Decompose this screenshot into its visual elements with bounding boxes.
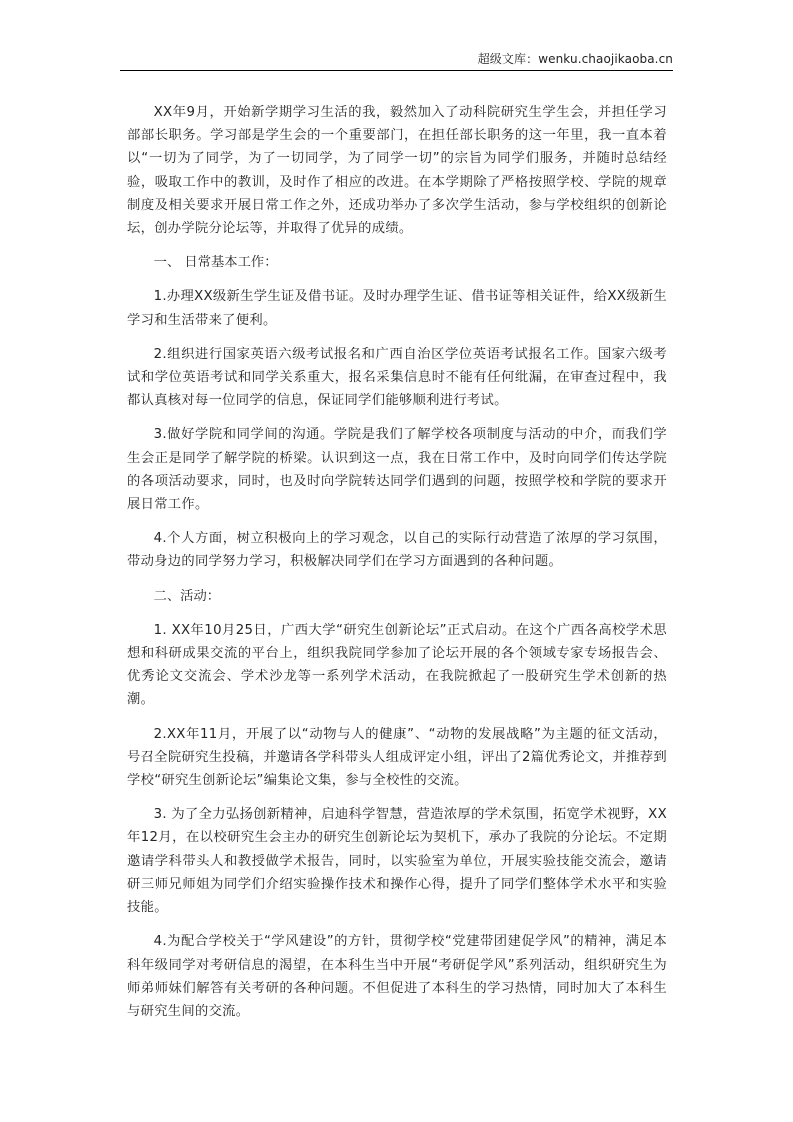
daily-work-item-3: 3.做好学院和同学间的沟通。学院是我们了解学校各项制度与活动的中介，而我们学生会正是同学了解学院的桥梁。认识到这一点，我在日常工作中，及时向同学们传达学院的各项活动要求，同时，也及时向学院转达同学们遇到的问题，按照学校和学院的要求开展日常工作。 — [127, 427, 667, 513]
activity-item-4: 4.为配合学校关于“学风建设”的方针，贯彻学校“党建带团建促学风”的精神，满足本科年级同学对考研信息的渴望，在本科生当中开展“考研促学风”系列活动，组织研究生为师弟师妹们解答有关考研的各种问题。不但促进了本科生的学习热情，同时加大了本科生与研究生间的交流。 — [127, 934, 667, 1019]
activity-item-1: 1. XX年10月25日，广西大学“研究生创新论坛”正式启动。在这个广西各高校学术思想和科研成果交流的平台上，组织我院同学参加了论坛开展的各个领域专家专场报告会、优秀论文交流会、学术沙龙等一系列学术活动，在我院掀起了一股研究生学术创新的热潮。 — [127, 622, 667, 708]
document-body — [127, 101, 667, 1034]
daily-work-item-4: 4.个人方面，树立积极向上的学习观念，以自己的实际行动营造了浓厚的学习氛围，带动身边的同学努力学习，积极解决同学们在学习方面遇到的各种问题。 — [127, 531, 667, 570]
page-header — [120, 48, 673, 71]
intro-paragraph: XX年9月，开始新学期学习生活的我，毅然加入了动科院研究生学生会，并担任学习部部长职务。学习部是学生会的一个重要部门，在担任部长职务的这一年里，我一直本着以“一切为了同学，为了一切同学，为了同学一切”的宗旨为同学们服务，并随时总结经验，吸取工作中的教训，及时作了相应的改进。在本学期除了严格按照学校、学院的规章制度及相关要求开展日常工作之外，还成功举办了多次学生活动，参与学校组织的创新论坛，创办学院分论坛等，并取得了优异的成绩。 — [127, 105, 667, 237]
section-heading-activities: 二、活动： — [153, 588, 221, 604]
activity-item-2: 2.XX年11月，开展了以“动物与人的健康”、“动物的发展战略”为主题的征文活动，号召全院研究生投稿，并邀请各学科带头人组成评定小组，评出了2篇优秀论文，并推荐到学校“研究生创新论坛”编集论文集，参与全校性的交流。 — [127, 726, 667, 789]
activity-item-3: 3. 为了全力弘扬创新精神，启迪科学智慧，营造浓厚的学术氛围，拓宽学术视野，XX年12月，在以校研究生会主办的研究生创新论坛为契机下，承办了我院的分论坛。不定期邀请学科带头人和教授做学术报告，同时，以实验室为单位，开展实验技能交流会，邀请研三师兄师姐为同学们介绍实验操作技术和操作心得，提升了同学们整体学术水平和实验技能。 — [127, 807, 667, 916]
daily-work-item-1: 1.办理XX级新生学生证及借书证。及时办理学生证、借书证等相关证件，给XX级新生学习和生活带来了便利。 — [127, 289, 667, 328]
daily-work-item-2: 2.组织进行国家英语六级考试报名和广西自治区学位英语考试报名工作。国家六级考试和学位英语考试和同学关系重大，报名采集信息时不能有任何纰漏，在审查过程中，我都认真核对每一位同学的信息，保证同学们能够顺利进行考试。 — [127, 346, 667, 409]
site-label: 超级文库：wenku.chaojikaoba.cn — [477, 52, 673, 66]
section-heading-daily-work: 一、 日常基本工作： — [153, 255, 278, 271]
